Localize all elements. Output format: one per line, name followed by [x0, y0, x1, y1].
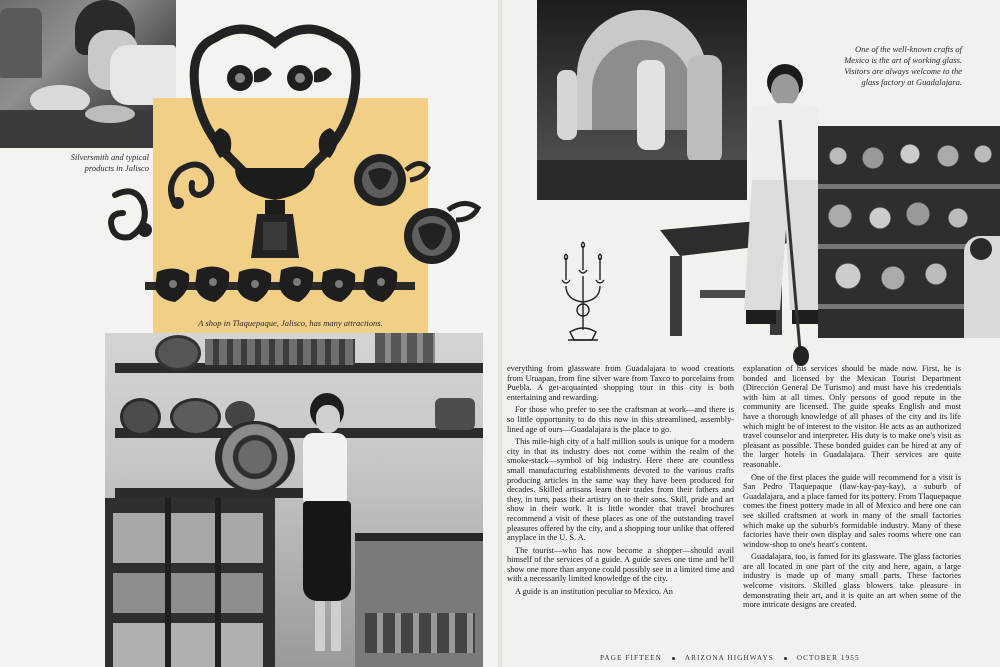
- silversmith-photo: [0, 0, 176, 148]
- necklace-illustration: [175, 8, 375, 268]
- footer-separator: [784, 657, 787, 660]
- footer-issue-date: OCTOBER 1955: [796, 654, 860, 662]
- article-paragraph: A guide is an institution peculiar to Mexico. An: [515, 587, 673, 597]
- article-paragraph: For those who prefer to see the craftsman at work—and there is so little opportunity to do this now in this streamlined, assembly-lined age of ours—Guadalajara is the place to go.: [507, 405, 734, 434]
- brooch-center-illustration: [160, 155, 220, 215]
- shop-caption: A shop in Tlaquepaque, Jalisco, has many attractions.: [198, 318, 383, 328]
- earrings-illustration: [222, 58, 332, 98]
- footer-separator: [672, 657, 675, 660]
- shop-photo: [105, 333, 483, 667]
- article-column-2: [743, 364, 961, 613]
- article-paragraph: everything from glassware from Guadalajara to wood creations from Uruapan, from fine silver ware from Taxco to porcelains from Puebla. A get-acquainted shopping tour in this city is both entertaining and rewarding.: [507, 364, 734, 402]
- footer-page-number: PAGE FIFTEEN: [600, 654, 662, 662]
- article-paragraph: The tourist—who has now become a shopper—should avail himself of the services of a guide. A guide saves one time and he'll show one more than anyone could possibly see in a limited time and with a necessarily limited knowledge of the city.: [507, 545, 734, 584]
- brooch-left-illustration: [105, 185, 165, 245]
- article-paragraph: This mile-high city of a half million souls is unique for a modern city in that its industry does not come within the realm of the smoke-stack—symbol of big industry. Here there are countless small manufacturing establishments devoted to the various crafts producing articles in the same way they have been produced for decades. Skilled artisans learn their trades from their fathers and they, in turn, pass their artistry on to their sons. Skill, pride and art show in their work. It is little wonder that travel brochures recommend a visit of these places as one of the outstanding travel pleasures offered by the city, and a shopping tour unlike that offered anyplace in the U. S. A.: [507, 437, 734, 543]
- candelabra-illustration: [552, 240, 614, 352]
- article-paragraph: explanation of his services should be made now. First, he is bonded and licensed by the Mexican Tourist Department (Dirección General De Turismo) and must have his credentials with him at all times. Only persons of good repute in the community are licensed. The guide speaks English and must have a thorough knowledge of all phases of the city and its life which might be of interest to the visitor. He acts as an authorized travel counselor and interpreter. His duty is to make one's visit as pleasant as possible. These bonded guides can be hired at any of the larger hotels in Guadalajara. Their services are quite reasonable.: [743, 364, 961, 469]
- bracelet-illustration: [145, 262, 415, 310]
- silversmith-caption: Silversmith and typical products in Jalisco: [70, 152, 149, 173]
- page-footer: [600, 654, 1000, 662]
- page-gutter: [498, 0, 502, 667]
- footer-magazine-name: ARIZONA HIGHWAYS: [684, 654, 774, 662]
- article-paragraph: One of the first places the guide will recommend for a visit is San Pedro Tlaquepaque (tlaw-kay-pay-kay), a suburb of Guadalajara, and a place famed for its pottery. From Tlaquepaque comes the finest pottery made in all of Mexico and here one can see skilled craftsmen at work in many of the small factories which make up the suburb's formidable industry. Many of these factories have their own display and sales rooms where one can window-shop to one's heart's content.: [743, 472, 961, 549]
- pendant-far-right-illustration: [400, 198, 490, 268]
- glass-blower-illustration: [640, 60, 825, 370]
- glass-caption: One of the well-known crafts of Mexico is the art of working glass. Visitors are always welcome to the glass factory at Guadalajara.: [844, 44, 962, 87]
- glassware-shelves-photo: [818, 126, 1000, 338]
- article-column-1: [507, 364, 734, 600]
- article-paragraph: Guadalajara, too, is famed for its glassware. The glass factories are all located in one part of the city and here, again, a large industry is made up of many small parts. These factories welcome visitors. Skilled glass blowers take pleasure in demonstrating their art, and it is quite an art when some of the more intricate designs are created.: [743, 552, 961, 610]
